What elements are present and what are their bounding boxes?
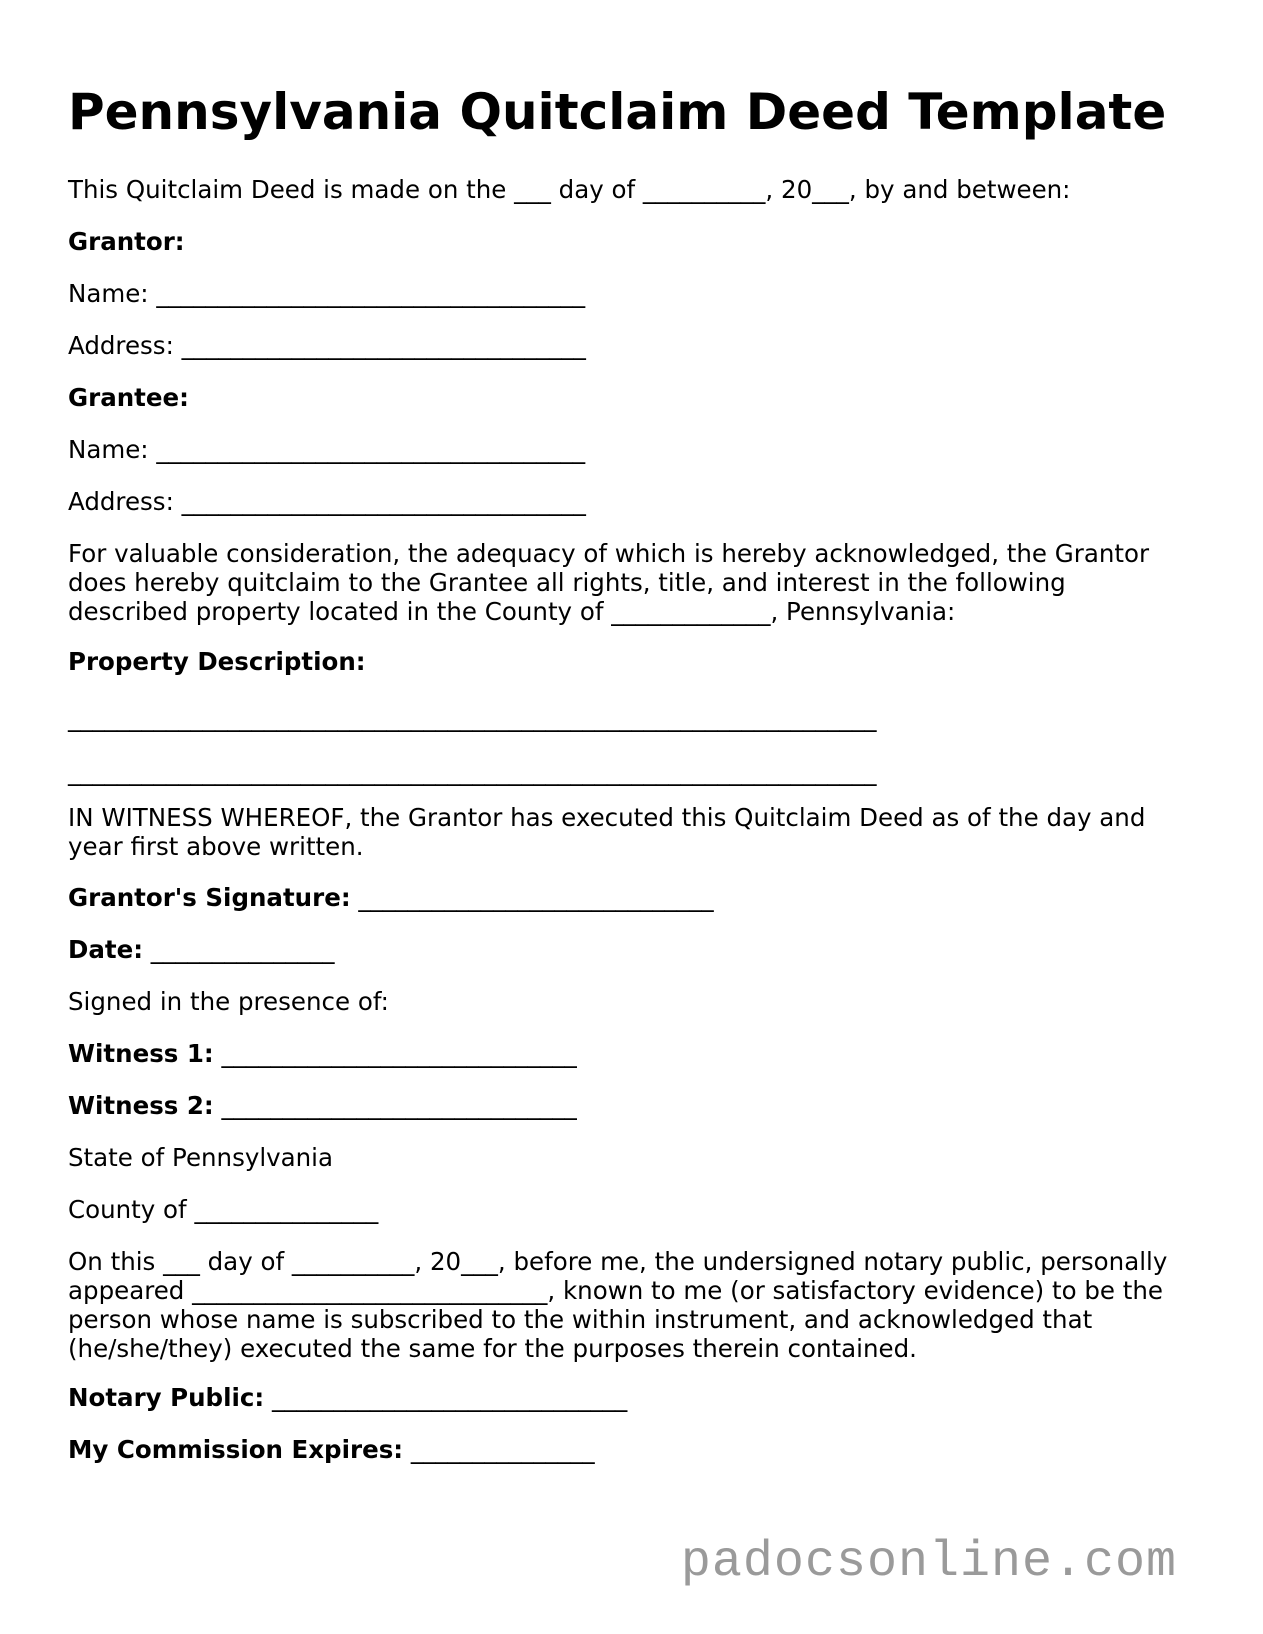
grantor-signature-label: Grantor's Signature: — [68, 883, 351, 912]
page-title: Pennsylvania Quitclaim Deed Template — [68, 83, 1167, 141]
notary-public-line — [68, 1383, 627, 1412]
commission-expires-blank: _______________ — [403, 1435, 595, 1464]
intro-line: This Quitclaim Deed is made on the ___ day of __________, 20___, by and between: — [68, 175, 1071, 204]
state-line: State of Pennsylvania — [68, 1143, 334, 1172]
property-description-line-1: __________________________________________________________________ — [68, 703, 877, 732]
consideration-paragraph: For valuable consideration, the adequacy of which is hereby acknowledged, the Grantor does hereby quitclaim to the Grantee all rights, title, and interest in the following described property located in the County of _____________, Pennsylvania: — [68, 539, 1150, 626]
grantee-heading: Grantee: — [68, 383, 189, 412]
county-line: County of _______________ — [68, 1195, 379, 1224]
watermark: padocsonline.com — [680, 1534, 1177, 1591]
commission-expires-line — [68, 1435, 595, 1464]
commission-expires-label: My Commission Expires: — [68, 1435, 404, 1464]
grantor-heading: Grantor: — [68, 227, 185, 256]
property-description-line-2: __________________________________________________________________ — [68, 757, 877, 786]
witness-2-blank: _____________________________ — [213, 1091, 577, 1120]
witness-2-label: Witness 2: — [68, 1091, 214, 1120]
witness-1-line — [68, 1039, 577, 1068]
witness-1-blank: _____________________________ — [213, 1039, 577, 1068]
date-label: Date: — [68, 935, 143, 964]
notary-public-blank: _____________________________ — [264, 1383, 628, 1412]
date-blank: _______________ — [143, 935, 335, 964]
witness-2-line — [68, 1091, 577, 1120]
grantor-signature-blank: _____________________________ — [350, 883, 714, 912]
presence-line: Signed in the presence of: — [68, 987, 389, 1016]
property-description-heading: Property Description: — [68, 647, 366, 676]
witness-clause: IN WITNESS WHEREOF, the Grantor has executed this Quitclaim Deed as of the day and year first above written. — [68, 803, 1146, 861]
grantor-name-field: Name: ___________________________________ — [68, 279, 586, 308]
date-line — [68, 935, 335, 964]
notary-public-label: Notary Public: — [68, 1383, 265, 1412]
grantee-address-field: Address: _________________________________ — [68, 487, 586, 516]
grantor-signature-line — [68, 883, 714, 912]
grantor-address-field: Address: _________________________________ — [68, 331, 586, 360]
witness-1-label: Witness 1: — [68, 1039, 214, 1068]
grantee-name-field: Name: ___________________________________ — [68, 435, 586, 464]
notary-acknowledgment-paragraph: On this ___ day of __________, 20___, before me, the undersigned notary public, personally appeared _____________________________, known to me (or satisfactory evidence) to be the person whose name is subscribed to the within instrument, and acknowledged that (he/she/they) executed the same for the purposes therein contained. — [68, 1247, 1168, 1363]
